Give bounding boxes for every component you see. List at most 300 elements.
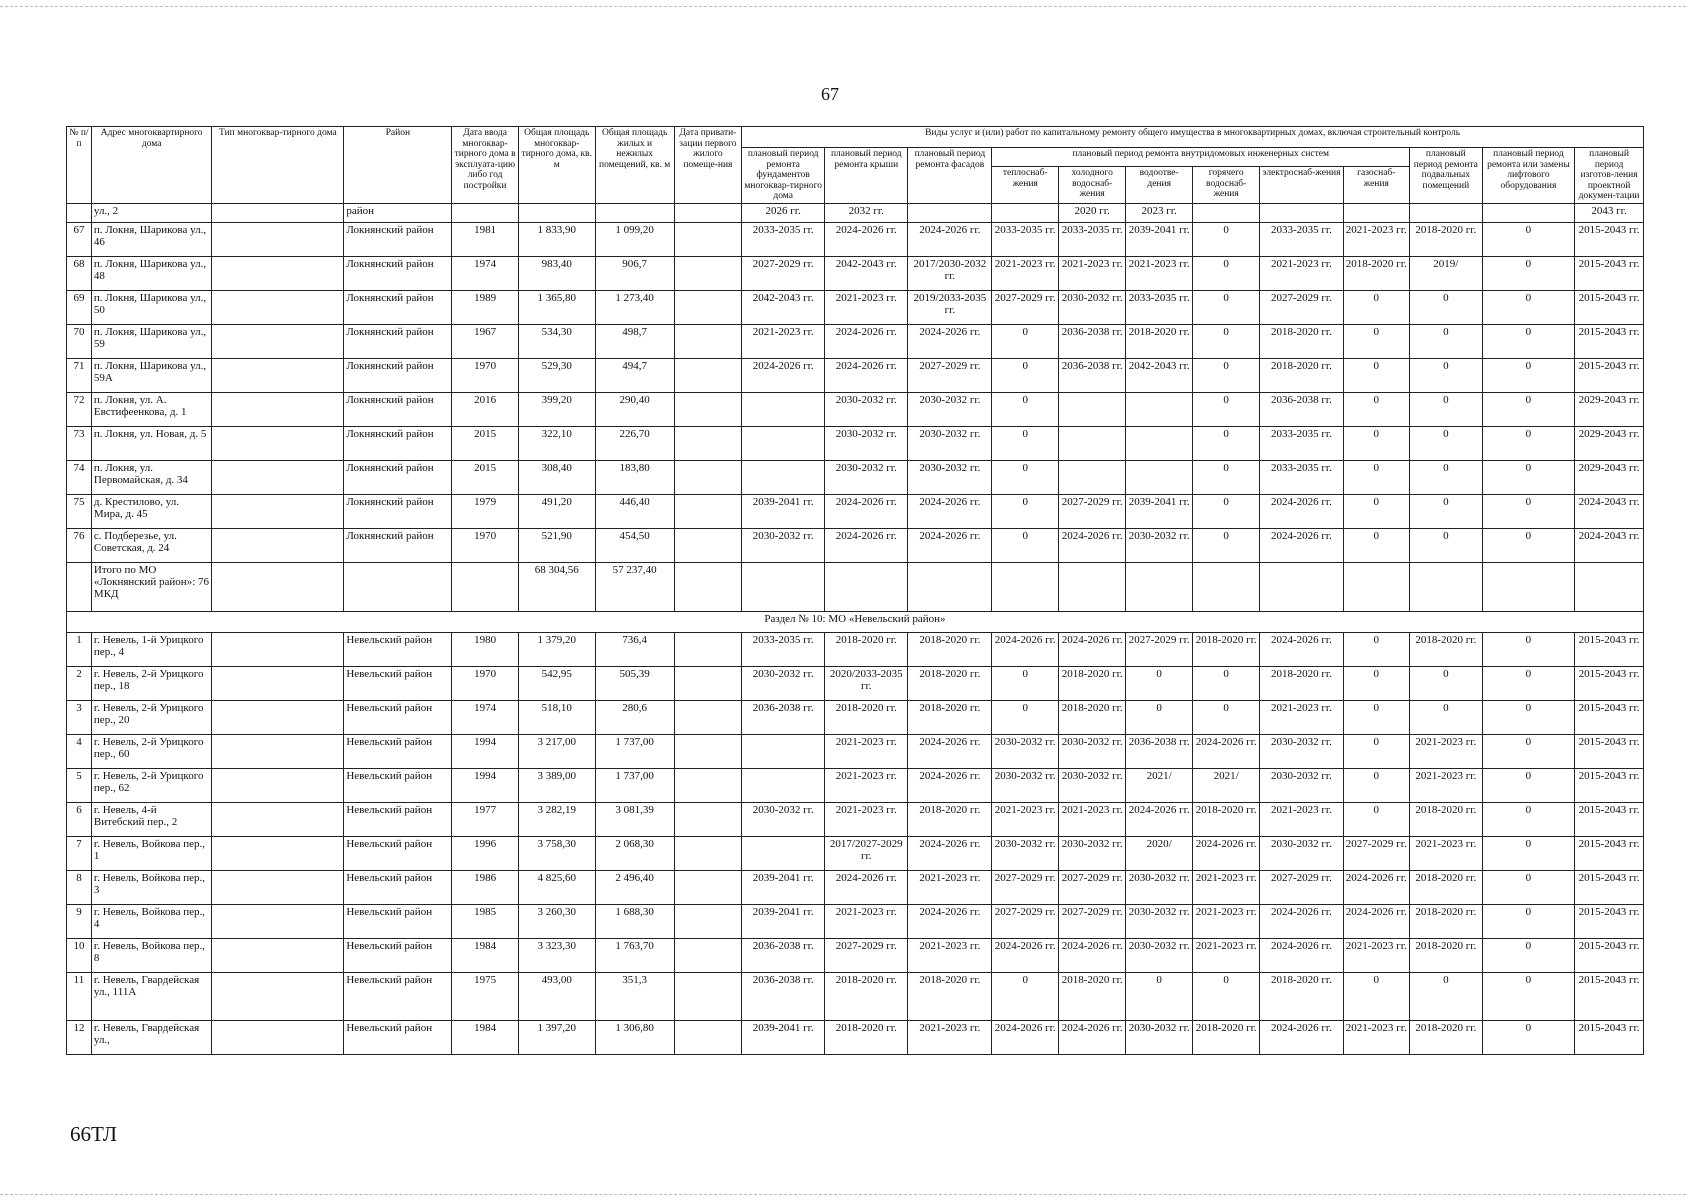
table-cell (1260, 203, 1343, 222)
table-cell: 2015 (452, 460, 518, 494)
table-cell: 67 (67, 222, 92, 256)
table-cell: 2030-2032 гг. (1126, 938, 1192, 972)
table-cell: Локнянский район (344, 358, 452, 392)
table-cell: 0 (1192, 700, 1260, 734)
table-cell (212, 1020, 344, 1054)
footer-code: 66ТЛ (70, 1122, 118, 1146)
table-cell: 2042-2043 гг. (742, 290, 825, 324)
table-cell: 0 (1482, 802, 1574, 836)
table-cell (1126, 392, 1192, 426)
table-cell: 2024-2026 гг. (908, 836, 992, 870)
table-cell: 1989 (452, 290, 518, 324)
header-works-title: Виды услуг и (или) работ по капитальному ремонту общего имущества в многоквартирных домах, включая строительный контроль (742, 127, 1644, 148)
table-cell: Невельский район (344, 1020, 452, 1054)
table-cell: 0 (1482, 358, 1574, 392)
table-cell: 2030-2032 гг. (1126, 1020, 1192, 1054)
table-cell (1126, 562, 1192, 611)
table-cell: 7 (67, 836, 92, 870)
table-cell: 2018-2020 гг. (1260, 666, 1343, 700)
table-cell (212, 972, 344, 1020)
table-cell: 2026 гг. (742, 203, 825, 222)
table-cell (674, 904, 742, 938)
table-cell (742, 836, 825, 870)
table-cell: 2027-2029 гг. (825, 938, 908, 972)
table-cell: д. Крестилово, ул. Мира, д. 45 (91, 494, 211, 528)
table-cell (212, 290, 344, 324)
header-heat: теплоснаб-жения (992, 167, 1058, 204)
table-cell: 9 (67, 904, 92, 938)
table-cell: 0 (1482, 632, 1574, 666)
table-row (67, 870, 1644, 904)
table-cell: 2021-2023 гг. (1192, 870, 1260, 904)
table-cell: 2024-2026 гг. (1260, 904, 1343, 938)
header-total-area: Общая площадь многоквар-тирного дома, кв. м (518, 127, 595, 204)
header-engineering-title: плановый период ремонта внутридомовых инженерных систем (992, 148, 1410, 167)
table-cell: 1984 (452, 938, 518, 972)
table-cell: 2030-2032 гг. (1058, 734, 1126, 768)
table-cell: 446,40 (595, 494, 674, 528)
table-cell: Невельский район (344, 734, 452, 768)
table-cell: 2024-2026 гг. (1192, 734, 1260, 768)
table-cell: 76 (67, 528, 92, 562)
table-cell: 2015-2043 гг. (1575, 938, 1644, 972)
table-cell: 1 397,20 (518, 1020, 595, 1054)
table-cell (674, 972, 742, 1020)
table-cell: 2024-2043 гг. (1575, 528, 1644, 562)
table-cell: 2021-2023 гг. (742, 324, 825, 358)
table-cell (212, 562, 344, 611)
table-cell (212, 768, 344, 802)
table-cell: 2024-2026 гг. (825, 870, 908, 904)
table-cell: 2030-2032 гг. (908, 460, 992, 494)
table-cell: 2039-2041 гг. (742, 494, 825, 528)
table-cell: 1986 (452, 870, 518, 904)
table-cell: Локнянский район (344, 222, 452, 256)
table-cell: 2027-2029 гг. (1260, 290, 1343, 324)
table-cell (595, 203, 674, 222)
table-cell: 2015-2043 гг. (1575, 802, 1644, 836)
table-cell: Локнянский район (344, 324, 452, 358)
header-cold-water: холодного водоснаб-жения (1058, 167, 1126, 204)
table-cell: Невельский район (344, 972, 452, 1020)
table-cell: 2024-2026 гг. (1058, 938, 1126, 972)
table-cell: 2017/2027-2029 гг. (825, 836, 908, 870)
header-facade: плановый период ремонта фасадов (908, 148, 992, 204)
table-cell: 2030-2032 гг. (1260, 836, 1343, 870)
header-basement: плановый период ремонта подвальных помещений (1409, 148, 1482, 204)
table-cell: Невельский район (344, 870, 452, 904)
table-cell (674, 392, 742, 426)
table-cell (742, 562, 825, 611)
table-cell: 2021-2023 гг. (992, 256, 1058, 290)
table-cell: 0 (992, 324, 1058, 358)
table-cell: Невельский район (344, 632, 452, 666)
table-row (67, 222, 1644, 256)
table-cell: п. Локня, Шарикова ул., 50 (91, 290, 211, 324)
table-cell: Невельский район (344, 700, 452, 734)
table-cell: 0 (1482, 324, 1574, 358)
table-cell (674, 1020, 742, 1054)
table-cell (452, 562, 518, 611)
table-cell: 2018-2020 гг. (1409, 802, 1482, 836)
table-cell: 2018-2020 гг. (825, 632, 908, 666)
table-cell: 2036-2038 гг. (1260, 392, 1343, 426)
table-cell: 8 (67, 870, 92, 904)
table-row (67, 392, 1644, 426)
table-cell (212, 426, 344, 460)
table-cell: 0 (1192, 358, 1260, 392)
table-cell: 0 (992, 358, 1058, 392)
table-cell (674, 734, 742, 768)
table-cell (674, 426, 742, 460)
table-cell: 0 (1409, 358, 1482, 392)
table-cell: 2036-2038 гг. (742, 972, 825, 1020)
table-cell: 2015-2043 гг. (1575, 256, 1644, 290)
table-cell: 2021-2023 гг. (825, 290, 908, 324)
table-cell: 1 365,80 (518, 290, 595, 324)
table-cell: 2036-2038 гг. (1058, 358, 1126, 392)
table-cell: 2033-2035 гг. (992, 222, 1058, 256)
table-cell: 3 217,00 (518, 734, 595, 768)
table-cell (908, 562, 992, 611)
table-cell: 0 (1482, 870, 1574, 904)
header-district: Район (344, 127, 452, 204)
table-cell: 0 (1343, 700, 1409, 734)
table-cell (1126, 426, 1192, 460)
table-cell (212, 358, 344, 392)
table-row (67, 768, 1644, 802)
table-cell: 2021-2023 гг. (1343, 222, 1409, 256)
table-cell: 2030-2032 гг. (992, 768, 1058, 802)
table-cell (1058, 426, 1126, 460)
table-cell: Локнянский район (344, 494, 452, 528)
table-cell: 2033-2035 гг. (1126, 290, 1192, 324)
table-cell: 2039-2041 гг. (1126, 494, 1192, 528)
table-cell: 0 (1482, 528, 1574, 562)
table-cell: 2030-2032 гг. (1058, 290, 1126, 324)
table-cell: Локнянский район (344, 460, 452, 494)
table-cell: 2015-2043 гг. (1575, 700, 1644, 734)
table-cell: 2024-2026 гг. (908, 768, 992, 802)
table-cell (452, 203, 518, 222)
table-cell: 1970 (452, 358, 518, 392)
table-cell: 2030-2032 гг. (825, 392, 908, 426)
table-cell: 0 (1343, 666, 1409, 700)
table-row (67, 802, 1644, 836)
table-cell: 1996 (452, 836, 518, 870)
table-cell: г. Невель, 4-й Витебский пер., 2 (91, 802, 211, 836)
table-cell: 2024-2026 гг. (908, 734, 992, 768)
table-cell (674, 256, 742, 290)
table-cell: 2030-2032 гг. (908, 426, 992, 460)
table-cell: 2021-2023 гг. (1343, 938, 1409, 972)
table-cell: 0 (992, 494, 1058, 528)
table-cell: г. Невель, Войкова пер., 3 (91, 870, 211, 904)
table-cell: 2021-2023 гг. (1343, 1020, 1409, 1054)
table-cell: 322,10 (518, 426, 595, 460)
table-cell: 2021-2023 гг. (1192, 904, 1260, 938)
table-row (67, 666, 1644, 700)
table-cell (674, 358, 742, 392)
table-cell: 3 282,19 (518, 802, 595, 836)
table-cell: 2042-2043 гг. (825, 256, 908, 290)
table-cell (1482, 203, 1574, 222)
table-cell: 2 (67, 666, 92, 700)
section-row (67, 611, 1644, 632)
header-design-docs: плановый период изготов-ления проектной докумен-тации (1575, 148, 1644, 204)
table-cell: 0 (1482, 256, 1574, 290)
table-cell: 2015-2043 гг. (1575, 870, 1644, 904)
table-cell: 0 (1482, 700, 1574, 734)
table-cell: 2017/2030-2032 гг. (908, 256, 992, 290)
scan-edge-top (0, 6, 1686, 7)
table-cell: 2018-2020 гг. (1192, 632, 1260, 666)
table-cell: 2033-2035 гг. (1260, 460, 1343, 494)
table-cell (212, 324, 344, 358)
table-cell: 0 (1482, 836, 1574, 870)
table-cell: 2033-2035 гг. (1058, 222, 1126, 256)
table-cell: 3 323,30 (518, 938, 595, 972)
table-cell: 2030-2032 гг. (825, 426, 908, 460)
table-cell: 0 (1343, 358, 1409, 392)
table-cell: 75 (67, 494, 92, 528)
table-cell: 2018-2020 гг. (1192, 1020, 1260, 1054)
table-cell: 1981 (452, 222, 518, 256)
table-cell: 12 (67, 1020, 92, 1054)
table-cell: 2018-2020 гг. (1260, 324, 1343, 358)
table-cell (674, 290, 742, 324)
table-cell: Невельский район (344, 666, 452, 700)
table-cell: 2024-2026 гг. (1126, 802, 1192, 836)
table-cell: район (344, 203, 452, 222)
table-cell (674, 938, 742, 972)
table-cell: 2042-2043 гг. (1126, 358, 1192, 392)
table-cell: 2024-2026 гг. (908, 904, 992, 938)
header-num: № п/п (67, 127, 92, 204)
table-cell: 0 (992, 392, 1058, 426)
table-cell: 2027-2029 гг. (1260, 870, 1343, 904)
table-cell (212, 528, 344, 562)
table-cell: Итого по МО «Локнянский район»: 76 МКД (91, 562, 211, 611)
table-cell: 3 081,39 (595, 802, 674, 836)
table-cell (212, 256, 344, 290)
table-cell (1058, 392, 1126, 426)
table-cell: 2030-2032 гг. (1260, 734, 1343, 768)
table-cell (67, 203, 92, 222)
table-cell: 2024-2026 гг. (908, 528, 992, 562)
table-cell: 10 (67, 938, 92, 972)
table-cell (674, 768, 742, 802)
table-cell: г. Невель, 1-й Урицкого пер., 4 (91, 632, 211, 666)
table-cell: 1994 (452, 734, 518, 768)
table-cell: 2024-2026 гг. (825, 222, 908, 256)
table-cell: 0 (1409, 494, 1482, 528)
table-cell: 2018-2020 гг. (1409, 870, 1482, 904)
table-cell (344, 562, 452, 611)
table-cell: 0 (1343, 392, 1409, 426)
table-cell (742, 768, 825, 802)
table-cell: 2024-2026 гг. (992, 632, 1058, 666)
table-cell: 2033-2035 гг. (742, 632, 825, 666)
table-cell: 2 068,30 (595, 836, 674, 870)
table-cell: 2024-2026 гг. (908, 494, 992, 528)
table-cell: 2024-2026 гг. (1260, 632, 1343, 666)
table-cell: 0 (1192, 324, 1260, 358)
table-cell: 73 (67, 426, 92, 460)
table-cell: 0 (1409, 324, 1482, 358)
table-cell: 2021-2023 гг. (825, 734, 908, 768)
table-cell: 2018-2020 гг. (1409, 938, 1482, 972)
table-cell: 1985 (452, 904, 518, 938)
table-cell: 2027-2029 гг. (1058, 904, 1126, 938)
table-cell: 3 758,30 (518, 836, 595, 870)
table-cell (908, 203, 992, 222)
table-cell: 2015-2043 гг. (1575, 734, 1644, 768)
table-cell: 2024-2026 гг. (825, 528, 908, 562)
table-cell: п. Локня, Шарикова ул., 46 (91, 222, 211, 256)
table-cell: 0 (1126, 972, 1192, 1020)
table-cell: 2024-2026 гг. (742, 358, 825, 392)
table-cell: 2015-2043 гг. (1575, 904, 1644, 938)
table-row (67, 426, 1644, 460)
table-cell: 0 (992, 700, 1058, 734)
header-hot-water: горячего водоснаб-жения (1192, 167, 1260, 204)
table-cell: 74 (67, 460, 92, 494)
table-cell: 2039-2041 гг. (742, 870, 825, 904)
table-cell (212, 700, 344, 734)
table-cell: Локнянский район (344, 426, 452, 460)
table-cell: п. Локня, ул. А. Евстифеенкова, д. 1 (91, 392, 211, 426)
table-cell (674, 870, 742, 904)
table-cell: 0 (1409, 528, 1482, 562)
table-cell: 2015-2043 гг. (1575, 666, 1644, 700)
table-cell: 2015-2043 гг. (1575, 324, 1644, 358)
table-cell: 2024-2026 гг. (908, 324, 992, 358)
table-cell: г. Невель, Войкова пер., 8 (91, 938, 211, 972)
table-cell (212, 494, 344, 528)
table-cell: 2033-2035 гг. (1260, 426, 1343, 460)
table-cell (212, 938, 344, 972)
table-cell: 498,7 (595, 324, 674, 358)
table-cell: 2018-2020 гг. (908, 632, 992, 666)
table-cell: 2018-2020 гг. (1260, 972, 1343, 1020)
table-cell: 493,00 (518, 972, 595, 1020)
table-cell: 71 (67, 358, 92, 392)
table-cell: 1 379,20 (518, 632, 595, 666)
table-cell: 2021-2023 гг. (908, 938, 992, 972)
section-title: Раздел № 10: МО «Невельский район» (67, 611, 1644, 632)
table-cell: 2018-2020 гг. (1409, 222, 1482, 256)
table-cell: 2018-2020 гг. (825, 972, 908, 1020)
table-cell: 1 737,00 (595, 768, 674, 802)
table-cell: 2015-2043 гг. (1575, 768, 1644, 802)
table-cell: п. Локня, Шарикова ул., 59А (91, 358, 211, 392)
table-row (67, 324, 1644, 358)
table-cell (674, 203, 742, 222)
table-cell: 2018-2020 гг. (908, 700, 992, 734)
table-cell: 2024-2026 гг. (1260, 528, 1343, 562)
table-cell: 2018-2020 гг. (825, 1020, 908, 1054)
table-cell: 2030-2032 гг. (1126, 528, 1192, 562)
table-cell: 0 (992, 528, 1058, 562)
table-cell: 2027-2029 гг. (992, 870, 1058, 904)
page-number: 67 (821, 84, 839, 104)
table-cell: 2029-2043 гг. (1575, 392, 1644, 426)
table-cell: 0 (1343, 324, 1409, 358)
header-electric: электроснаб-жения (1260, 167, 1343, 204)
table-cell: 0 (1192, 528, 1260, 562)
table-cell: 2023 гг. (1126, 203, 1192, 222)
table-cell: 521,90 (518, 528, 595, 562)
table-cell: 2024-2026 гг. (1192, 836, 1260, 870)
table-cell: 2018-2020 гг. (1058, 700, 1126, 734)
table-cell: 1984 (452, 1020, 518, 1054)
table-cell: 2024-2026 гг. (1058, 632, 1126, 666)
table-cell: 69 (67, 290, 92, 324)
table-cell: 2018-2020 гг. (1058, 666, 1126, 700)
table-cell: п. Локня, Шарикова ул., 59 (91, 324, 211, 358)
table-cell (212, 870, 344, 904)
table-cell: 2021-2023 гг. (1058, 802, 1126, 836)
table-cell: 454,50 (595, 528, 674, 562)
table-cell: 906,7 (595, 256, 674, 290)
table-cell: 2027-2029 гг. (1126, 632, 1192, 666)
table-cell: 5 (67, 768, 92, 802)
table-cell: 3 260,30 (518, 904, 595, 938)
table-row (67, 904, 1644, 938)
header-privatization: Дата привати-зации первого жилого помеще-ния (674, 127, 742, 204)
table-cell: 0 (1409, 426, 1482, 460)
table-cell: 2024-2026 гг. (825, 358, 908, 392)
table-cell: г. Невель, 2-й Урицкого пер., 18 (91, 666, 211, 700)
table-cell: 2021-2023 гг. (1260, 256, 1343, 290)
table-cell: 2021-2023 гг. (825, 768, 908, 802)
table-cell: 2015-2043 гг. (1575, 1020, 1644, 1054)
table-cell: 505,39 (595, 666, 674, 700)
table-cell (212, 460, 344, 494)
table-cell: 0 (1482, 938, 1574, 972)
table-cell: 1970 (452, 666, 518, 700)
table-cell: 70 (67, 324, 92, 358)
table-cell: 0 (1409, 972, 1482, 1020)
table-cell: 0 (1409, 666, 1482, 700)
table-cell (1058, 562, 1126, 611)
table-cell: 2015 (452, 426, 518, 460)
table-cell: 1980 (452, 632, 518, 666)
table-cell: 1967 (452, 324, 518, 358)
table-cell: 0 (1192, 666, 1260, 700)
table-cell (742, 392, 825, 426)
table-cell (674, 802, 742, 836)
header-gas: газоснаб-жения (1343, 167, 1409, 204)
table-cell: 2043 гг. (1575, 203, 1644, 222)
table-cell: 0 (1482, 290, 1574, 324)
table-cell: 2021-2023 гг. (1058, 256, 1126, 290)
table-cell: 2018-2020 гг. (1058, 972, 1126, 1020)
table-cell (212, 203, 344, 222)
table-cell: 2029-2043 гг. (1575, 426, 1644, 460)
table-cell (674, 700, 742, 734)
table-cell: 2018-2020 гг. (825, 700, 908, 734)
table-cell: 736,4 (595, 632, 674, 666)
table-cell: 2021/ (1192, 768, 1260, 802)
table-cell: 2030-2032 гг. (1126, 870, 1192, 904)
table-cell: 2015-2043 гг. (1575, 972, 1644, 1020)
table-cell: 2021-2023 гг. (992, 802, 1058, 836)
table-cell: 2024-2026 гг. (1260, 494, 1343, 528)
table-cell (212, 632, 344, 666)
table-cell: 534,30 (518, 324, 595, 358)
